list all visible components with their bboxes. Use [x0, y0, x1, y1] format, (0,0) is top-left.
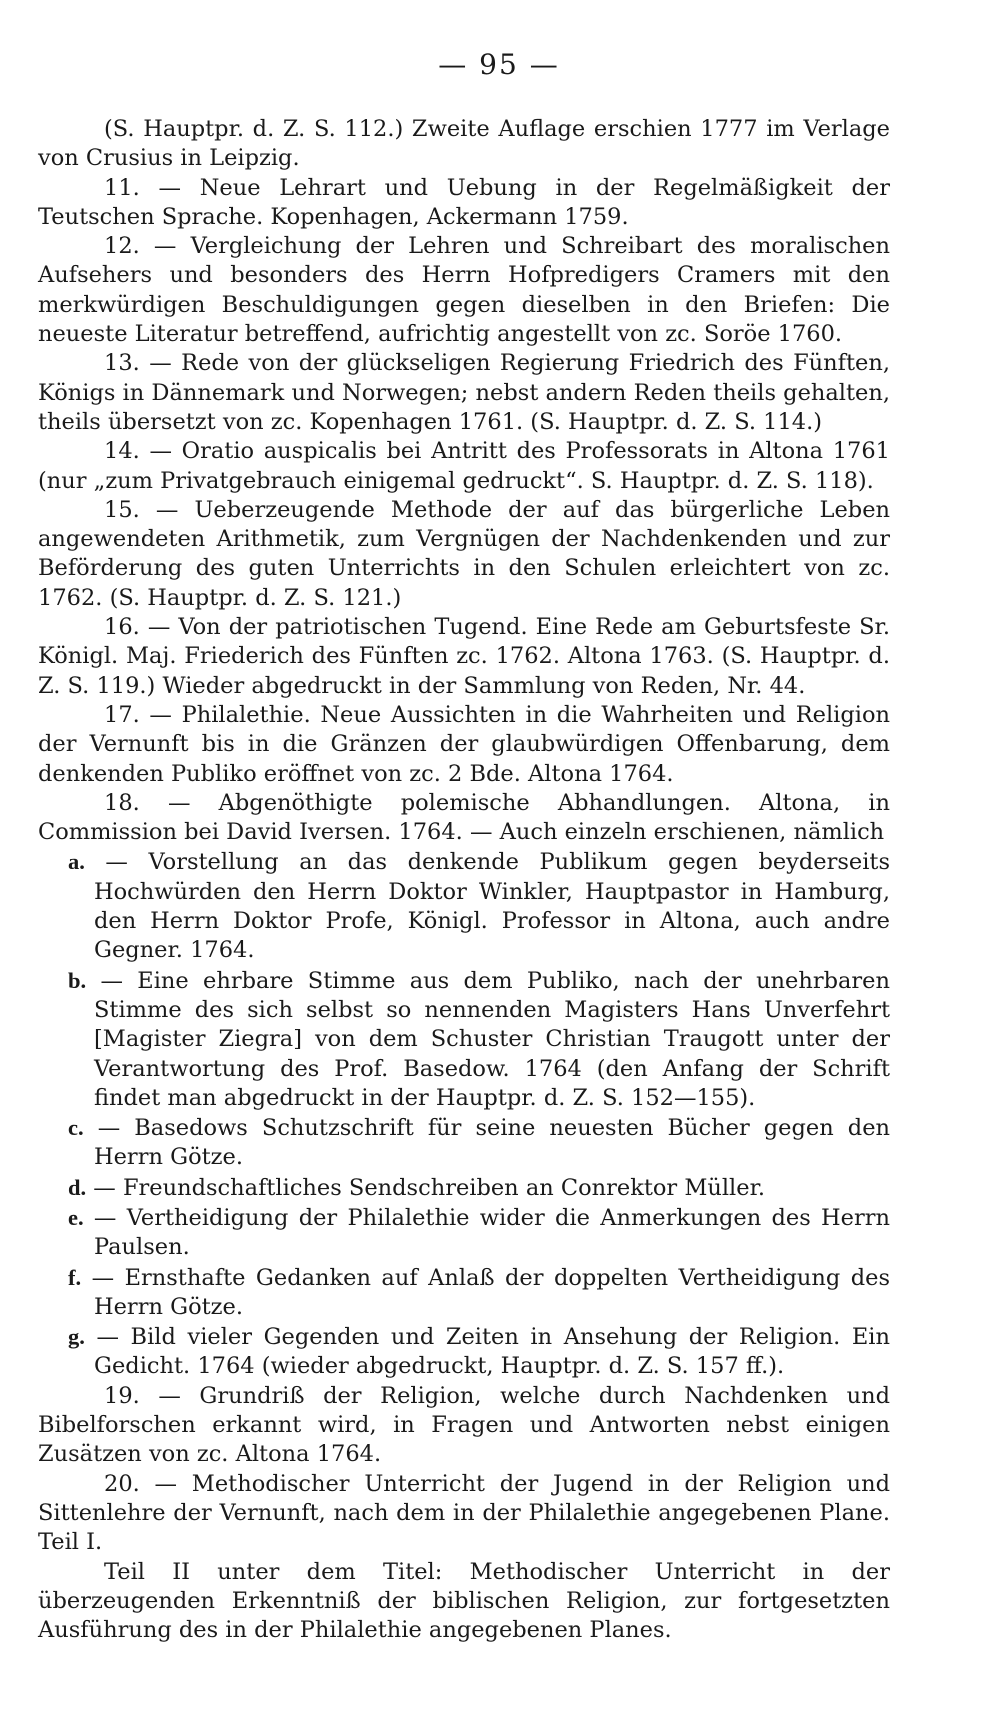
subitem-a: [38, 847, 890, 965]
subitem-letter: d.: [68, 1174, 87, 1200]
subitem-letter: b.: [68, 967, 87, 993]
subitem-text: — Ernsthafte Gedanken auf Anlaß der doppelten Vertheidigung des Herrn Götze.: [81, 1264, 890, 1320]
entry-15: 15. — Ueberzeugende Methode der auf das bürgerliche Leben angewendeten Arithmetik, zum Vergnügen der Nachdenkenden und zur Beförderung des guten Unterrichts in den Schulen erleichtert von zc. 1762. (S. Hauptpr. d. Z. S. 121.): [38, 496, 890, 611]
entry-11: 11. — Neue Lehrart und Uebung in der Regelmäßigkeit der Teutschen Sprache. Kopenhagen, Ackermann 1759.: [38, 174, 890, 230]
entry-19: 19. — Grundriß der Religion, welche durch Nachdenken und Bibelforschen erkannt wird, in Fragen und Antworten nebst einigen Zusätzen von zc. Altona 1764.: [38, 1382, 890, 1468]
subitem-c: [38, 1113, 890, 1173]
subitem-d: [38, 1173, 890, 1203]
subitem-letter: c.: [68, 1115, 84, 1141]
subitem-text: — Vorstellung an das denkende Publikum gegen beyderseits Hochwürden den Herrn Doktor Winkler, Hauptpastor in Hamburg, den Herrn Doktor Profe, Königl. Professor in Altona, auch andre Gegner. 1764.: [84, 849, 890, 964]
entry-13: 13. — Rede von der glückseligen Regierung Friedrich des Fünften, Königs in Dännemark und Norwegen; nebst andern Reden theils gehalten, theils übersetzt von zc. Kopenhagen 1761. (S. Hauptpr. d. Z. S. 114.): [38, 350, 890, 435]
subitem-text: — Eine ehrbare Stimme aus dem Publiko, nach der unehrbaren Stimme des sich selbst so nennenden Magisters Hans Unverfehrt [Magister Ziegra] von dem Schuster Christian Traugott unter der Verantwortung des Prof. Basedow. 1764 (den Anfang der Schrift findet man abgedruckt in der Hauptpr. d. Z. S. 152—155).: [86, 967, 890, 1111]
subitem-g: [38, 1322, 890, 1382]
subitem-text: — Basedows Schutzschrift für seine neuesten Bücher gegen den Herrn Götze.: [83, 1115, 890, 1171]
entry-18: 18. — Abgenöthigte polemische Abhandlungen. Altona, in Commission bei David Iversen. 1764. — Auch einzeln erschienen, nämlich: [38, 789, 890, 846]
subitem-letter: e.: [68, 1204, 84, 1230]
subitem-b: [38, 966, 890, 1113]
entry-17: 17. — Philalethie. Neue Aussichten in die Wahrheiten und Religion der Vernunft bis in die Gränzen der glaubwürdigen Offenbarung, dem denkenden Publiko eröffnet von zc. 2 Bde. Altona 1764.: [38, 701, 890, 787]
subitem-letter: a.: [68, 849, 85, 875]
entry-16: 16. — Von der patriotischen Tugend. Eine Rede am Geburtsfeste Sr. Königl. Maj. Friederich des Fünften zc. 1762. Altona 1763. (S. Hauptpr. d. Z. S. 119.) Wieder abgedruckt in der Sammlung von Reden, Nr. 44.: [38, 614, 890, 699]
entry-12: 12. — Vergleichung der Lehren und Schreibart des moralischen Aufsehers und besonders des Herrn Hofpredigers Cramers mit den merkwürdigen Beschuldigungen gegen dieselben in den Briefen: Die neueste Literatur betreffend, aufrichtig angestellt von zc. Soröe 1760.: [38, 233, 890, 348]
subitem-letter: f.: [68, 1264, 82, 1290]
subitem-letter: g.: [68, 1324, 85, 1350]
entry-10-continuation: (S. Hauptpr. d. Z. S. 112.) Zweite Auflage erschien 1777 im Verlage von Crusius in Leipzig.: [38, 116, 890, 172]
subitem-text: — Vertheidigung der Philalethie wider die Anmerkungen des Herrn Paulsen.: [83, 1204, 890, 1261]
page-number: — 95 —: [438, 48, 560, 81]
subitem-text: — Freundschaftliches Sendschreiben an Conrektor Müller.: [86, 1174, 766, 1201]
subitem-text: — Bild vieler Gegenden und Zeiten in Ansehung der Religion. Ein Gedicht. 1764 (wieder abgedruckt, Hauptpr. d. Z. S. 157 ff.).: [84, 1324, 890, 1380]
subitem-e: [38, 1203, 890, 1263]
subitem-f: [38, 1263, 890, 1323]
entry-20-part-2: Teil II unter dem Titel: Methodischer Unterricht in der überzeugenden Erkenntniß der biblischen Religion, zur fortgesetzten Ausführung des in der Philalethie angegebenen Planes.: [38, 1558, 890, 1644]
entry-20: 20. — Methodischer Unterricht der Jugend in der Religion und Sittenlehre der Vernunft, nach dem in der Philalethie angegebenen Plane. Teil I.: [38, 1470, 890, 1556]
entry-14: 14. — Oratio auspicalis bei Antritt des Professorats in Altona 1761 (nur „zum Privatgebrauch einigemal gedruckt“. S. Hauptpr. d. Z. S. 118).: [38, 438, 890, 494]
